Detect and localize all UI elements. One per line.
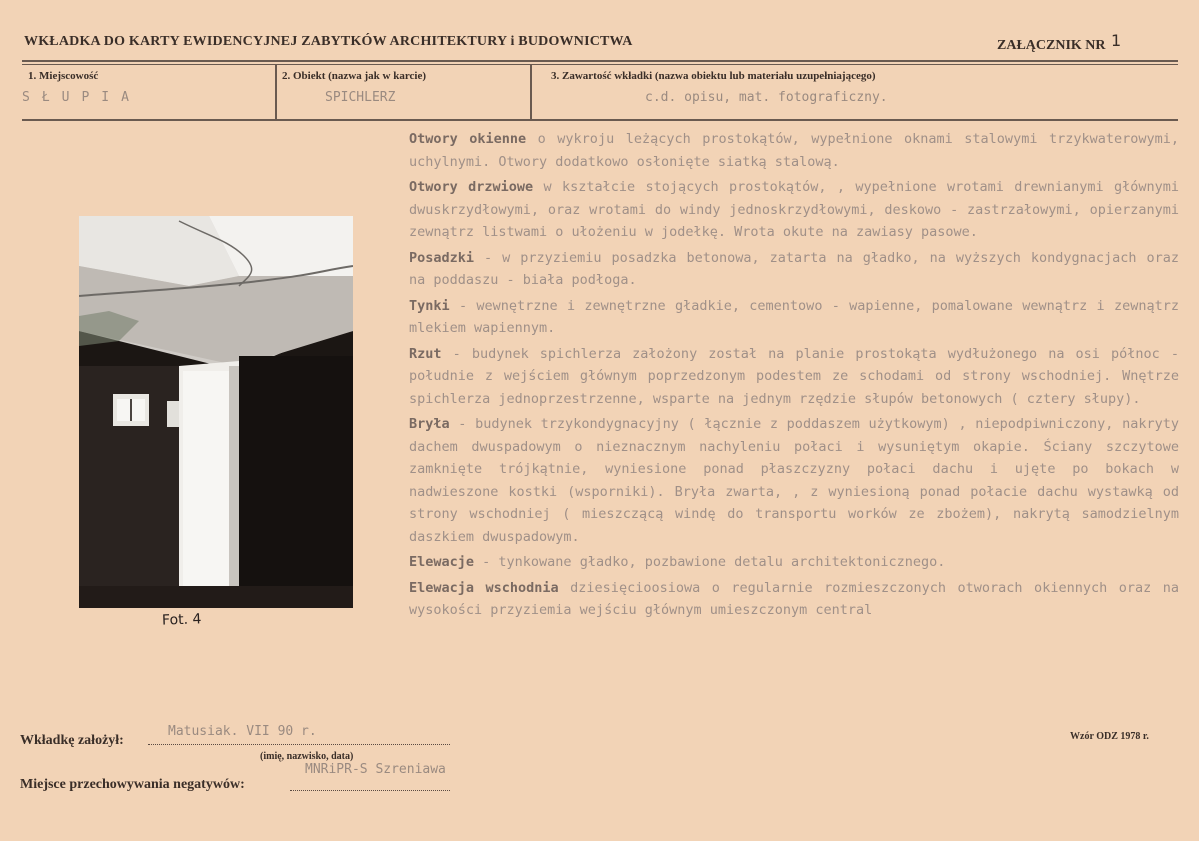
para-windows: Otwory okienne o wykroju leżących prostokątów, wypełnione oknami stalowymi trzykwaterowymi, uchylnymi. Otwory dodatkowo osłonięte siatką stalową. (409, 131, 1179, 170)
fields-rule-bottom (22, 119, 1178, 121)
author-label: Wkładkę założył: (20, 733, 124, 748)
para-plan: Rzut - budynek spichlerza założony został na planie prostokąta wydłużonego na osi północ - południe z wejściem głównym poprzedzonym podestem ze schodami od strony wschodniej. Wnętrze spichlerza jednoprzestrzenne, wsparte na jednym rzędzie słupów betonowych ( cztery słupy). (409, 345, 1179, 407)
para-plaster: Tynki - wewnętrzne i zewnętrzne gładkie, cementowo - wapienne, pomalowane wewnątrz i zewnątrz mlekiem wapiennym. (409, 297, 1179, 336)
attachment-number (997, 31, 1122, 54)
interior-photo (79, 216, 353, 608)
field-divider-1 (275, 64, 277, 120)
para-east-elevation: Elewacja wschodnia dziesięcioosiowa o regularnie rozmieszczonych otworach okiennych oraz na wysokości przyziemia wejściu głównym umieszczonym central (409, 579, 1179, 618)
header-rule-top2 (22, 64, 1178, 65)
header-rule-top (22, 60, 1178, 62)
author-hint: (imię, nazwisko, data) (260, 751, 354, 762)
author-value: Matusiak. VII 90 r. (168, 724, 317, 739)
storage-value: MNRiPR-S Szreniawa (305, 762, 446, 777)
para-floors: Posadzki - w przyziemiu posadzka betonowa, zatarta na gładko, na wyższych kondygnacjach oraz na poddaszu - biała podłoga. (409, 249, 1179, 288)
description-text (409, 128, 1179, 625)
locality-value: SŁUPIA (22, 90, 141, 105)
form-title: WKŁADKA DO KARTY EWIDENCYJNEJ ZABYTKÓW ARCHITEKTURY i BUDOWNICTWA (24, 34, 633, 49)
field-divider-2 (530, 64, 532, 120)
content-value: c.d. opisu, mat. fotograficzny. (645, 90, 888, 105)
locality-label: 1. Miejscowość (28, 70, 99, 82)
storage-line (290, 790, 450, 791)
para-massing: Bryła - budynek trzykondygnacyjny ( łącznie z poddaszem użytkowym) , niepodpiwniczony, nakryty dachem dwuspadowym o nieznacznym nachyleniu połaci i wysuniętym okapie. Ściany szczytowe zamknięte trójkątnie, wyniesione ponad płaszczyzny połaci dachu i ujęte po bokach w nadwieszone kostki (wsporniki). Bryła zwarta, , z wyniesioną ponad połacie dachu wystawką od strony wschodniej ( mieszczącą windę do transportu worków ze zbożem), nakrytą samodzielnym daszkiem dwuspadowym. (409, 416, 1179, 545)
attachment-label: ZAŁĄCZNIK NR (997, 38, 1106, 53)
object-value: SPICHLERZ (325, 90, 396, 105)
content-label: 3. Zawartość wkładki (nazwa obiektu lub materiału uzupełniającego) (551, 70, 876, 82)
form-id: Wzór ODZ 1978 r. (1070, 731, 1149, 742)
para-doors: Otwory drzwiowe w kształcie stojących prostokątów, , wypełnione wrotami drewnianymi głównymi dwuskrzydłowymi, oraz wrotami do windy jednoskrzydłowymi, deskowo - zastrzałowymi, opierzanymi zewnątrz listwami o ułożeniu w jodełkę. Wrota okute na zawiasy pasowe. (409, 179, 1179, 240)
storage-label: Miejsce przechowywania negatywów: (20, 777, 245, 792)
attachment-number-value: 1 (1111, 31, 1122, 50)
para-elevations: Elewacje - tynkowane gładko, pozbawione detalu architektonicznego. (409, 554, 946, 570)
photo-caption: Fot. 4 (161, 611, 202, 629)
object-label: 2. Obiekt (nazwa jak w karcie) (282, 70, 427, 82)
author-line (148, 744, 450, 745)
